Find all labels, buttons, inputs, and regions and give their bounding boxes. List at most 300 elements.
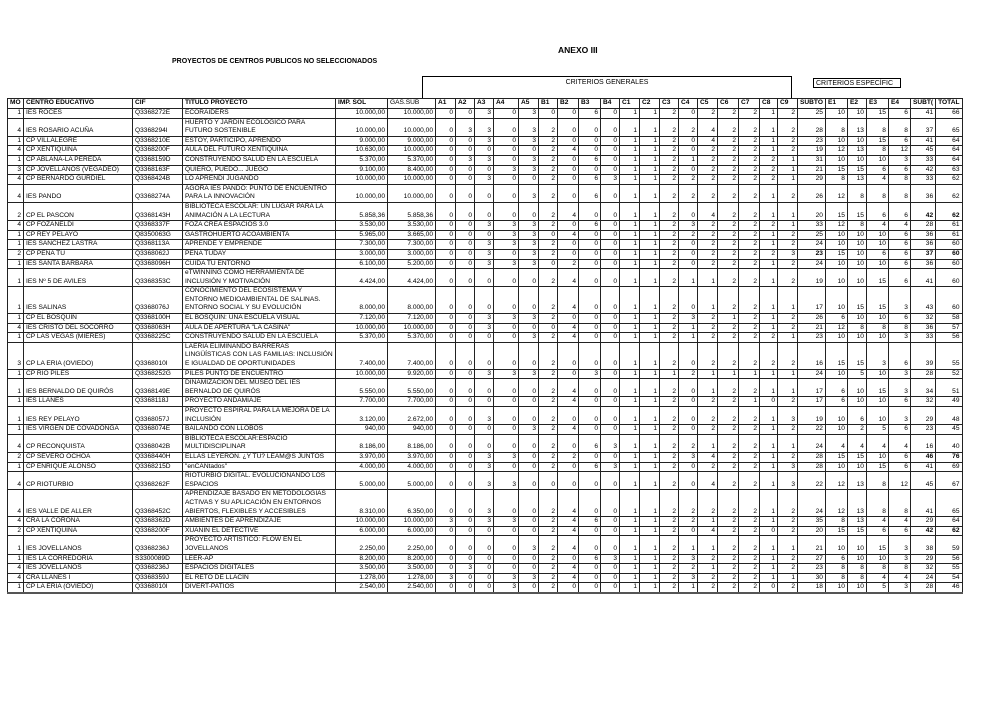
score-cell: 1: [640, 554, 660, 564]
score-cell: 0: [601, 314, 620, 324]
score-cell: 12: [825, 221, 847, 231]
score-cell: 2: [739, 287, 760, 314]
score-cell: 0: [436, 452, 456, 462]
importe-solicitado-cell: 4.424,00: [336, 269, 388, 287]
score-cell: 1: [620, 249, 640, 259]
score-cell: 4: [558, 269, 579, 287]
score-cell: 2: [718, 490, 739, 517]
score-cell: 0: [579, 333, 601, 343]
score-cell: 1: [640, 287, 660, 314]
score-cell: 1: [679, 323, 698, 333]
score-cell: 2: [539, 462, 558, 472]
gasto-subvencionable-cell: 5.000,00: [388, 472, 436, 490]
score-cell: 1: [620, 517, 640, 527]
score-cell: 0: [539, 472, 558, 490]
gasto-subvencionable-cell: 5.858,36: [388, 202, 436, 220]
score-cell: 4: [888, 517, 910, 527]
score-cell: 0: [475, 165, 494, 175]
score-cell: 2: [679, 369, 698, 379]
column-header: B3: [579, 99, 601, 109]
score-cell: 13: [847, 517, 866, 527]
score-cell: 1: [620, 240, 640, 250]
score-cell: 41: [910, 462, 935, 472]
score-cell: 2: [739, 184, 760, 202]
score-cell: 0: [679, 342, 698, 369]
score-cell: 0: [475, 269, 494, 287]
score-cell: 1: [778, 287, 798, 314]
score-cell: 3: [475, 472, 494, 490]
titulo-cell: APRENDE Y EMPRENDE: [183, 240, 336, 250]
score-cell: 3: [436, 573, 456, 583]
score-cell: 6: [888, 165, 910, 175]
score-cell: 1: [760, 314, 778, 324]
centro-cell: CP BERNARDO GURDIEL: [24, 175, 133, 185]
score-cell: 2: [698, 175, 718, 185]
score-cell: 4: [558, 517, 579, 527]
score-cell: 1: [640, 369, 660, 379]
score-cell: 0: [601, 118, 620, 136]
score-cell: 8: [847, 323, 866, 333]
modalidad-cell: 1: [8, 314, 24, 324]
score-cell: 1: [640, 202, 660, 220]
score-cell: 2: [739, 146, 760, 156]
score-cell: 0: [456, 230, 475, 240]
score-cell: 1: [640, 240, 660, 250]
modalidad-cell: 4: [8, 118, 24, 136]
score-cell: 2: [739, 490, 760, 517]
importe-solicitado-cell: 3.970,00: [336, 452, 388, 462]
score-cell: 2: [718, 249, 739, 259]
score-cell: 0: [679, 379, 698, 397]
score-cell: 39: [910, 342, 935, 369]
score-cell: 10: [847, 259, 866, 269]
score-cell: 2: [778, 526, 798, 536]
score-cell: 56: [936, 333, 962, 343]
score-cell: 0: [519, 472, 539, 490]
score-cell: 0: [475, 287, 494, 314]
score-cell: 0: [494, 323, 519, 333]
score-cell: 5: [866, 583, 888, 593]
score-cell: 65: [936, 490, 962, 517]
modalidad-cell: 4: [8, 323, 24, 333]
score-cell: 15: [825, 526, 847, 536]
score-cell: 4: [558, 146, 579, 156]
score-cell: 6: [825, 554, 847, 564]
score-cell: 4: [698, 202, 718, 220]
score-cell: 1: [760, 230, 778, 240]
score-cell: 2: [539, 287, 558, 314]
score-cell: 2: [660, 314, 679, 324]
modalidad-cell: 4: [8, 472, 24, 490]
score-cell: 0: [558, 109, 579, 119]
column-header: MO: [8, 99, 24, 109]
score-cell: 2: [718, 323, 739, 333]
score-cell: 2: [660, 379, 679, 397]
score-cell: 32: [910, 314, 935, 324]
column-header: A4: [494, 99, 519, 109]
score-cell: 2: [778, 425, 798, 435]
importe-solicitado-cell: 1.278,00: [336, 573, 388, 583]
score-cell: 26: [798, 184, 826, 202]
score-cell: 2: [539, 407, 558, 425]
score-cell: 0: [436, 155, 456, 165]
score-cell: 1: [698, 434, 718, 452]
cif-cell: Q3368042B: [133, 434, 183, 452]
importe-solicitado-cell: 6.000,00: [336, 526, 388, 536]
modalidad-cell: 1: [8, 287, 24, 314]
score-cell: 10: [825, 287, 847, 314]
cif-cell: Q3368359J: [133, 573, 183, 583]
score-cell: 57: [936, 323, 962, 333]
score-cell: 2: [539, 490, 558, 517]
score-cell: 1: [620, 165, 640, 175]
modalidad-cell: 4: [8, 490, 24, 517]
score-cell: 0: [519, 490, 539, 517]
modalidad-cell: 1: [8, 155, 24, 165]
score-cell: 19: [798, 407, 826, 425]
score-cell: 0: [456, 165, 475, 175]
score-cell: 5: [847, 369, 866, 379]
score-cell: 2: [760, 333, 778, 343]
score-cell: 15: [866, 136, 888, 146]
score-cell: 2: [760, 165, 778, 175]
gasto-subvencionable-cell: 10.000,00: [388, 118, 436, 136]
gasto-subvencionable-cell: 3.000,00: [388, 249, 436, 259]
score-cell: 6: [888, 136, 910, 146]
column-header: E2: [847, 99, 866, 109]
score-cell: 1: [760, 118, 778, 136]
score-cell: 3: [866, 342, 888, 369]
score-cell: 3: [475, 221, 494, 231]
score-cell: 0: [679, 425, 698, 435]
importe-solicitado-cell: 5.965,00: [336, 230, 388, 240]
score-cell: 1: [718, 369, 739, 379]
score-cell: 10: [847, 379, 866, 397]
score-cell: 28: [798, 462, 826, 472]
cif-cell: Q3368236J: [133, 536, 183, 554]
score-cell: 2: [718, 536, 739, 554]
score-cell: 0: [579, 583, 601, 593]
score-cell: 61: [936, 230, 962, 240]
score-cell: 31: [798, 155, 826, 165]
score-cell: 8: [866, 472, 888, 490]
column-header: E4: [888, 99, 910, 109]
importe-solicitado-cell: 8.200,00: [336, 554, 388, 564]
score-cell: 1: [640, 109, 660, 119]
score-cell: 0: [475, 434, 494, 452]
score-cell: 2: [660, 536, 679, 554]
score-cell: 2: [718, 165, 739, 175]
score-cell: 3: [679, 314, 698, 324]
score-cell: 0: [456, 184, 475, 202]
modalidad-cell: 1: [8, 583, 24, 593]
score-cell: 1: [620, 155, 640, 165]
column-header: C5: [698, 99, 718, 109]
column-header: SUBT(: [910, 99, 935, 109]
score-cell: 3: [679, 221, 698, 231]
table-row: [8, 109, 963, 119]
score-cell: 13: [847, 472, 866, 490]
score-cell: 4: [558, 230, 579, 240]
importe-solicitado-cell: 8.310,00: [336, 490, 388, 517]
score-cell: 41: [910, 109, 935, 119]
score-cell: 34: [910, 379, 935, 397]
titulo-cell: PILES PUNTO DE ENCUENTRO: [183, 369, 336, 379]
modalidad-cell: 1: [8, 379, 24, 397]
titulo-cell: APRENDIZAJE BASADO EN METODOLOGIAS ACTIVAS Y SU APLICACIÓN EN ENTORNOS ABIERTOS, FLEXIBLES Y ACCESIBLES: [183, 490, 336, 517]
table-row: [8, 452, 963, 462]
score-cell: 2: [539, 221, 558, 231]
score-cell: 2: [660, 425, 679, 435]
score-cell: 15: [825, 342, 847, 369]
score-cell: 6: [579, 517, 601, 527]
score-cell: 42: [910, 526, 935, 536]
score-cell: 2: [539, 165, 558, 175]
score-cell: 0: [601, 397, 620, 407]
score-cell: 66: [936, 109, 962, 119]
score-cell: 2: [698, 109, 718, 119]
score-cell: 0: [601, 202, 620, 220]
score-cell: 3: [475, 314, 494, 324]
score-cell: 1: [640, 490, 660, 517]
score-cell: 41: [910, 136, 935, 146]
score-cell: 0: [601, 369, 620, 379]
score-cell: 1: [640, 249, 660, 259]
score-cell: 1: [760, 434, 778, 452]
score-cell: 8: [847, 184, 866, 202]
score-cell: 0: [436, 323, 456, 333]
score-cell: 2: [660, 452, 679, 462]
score-cell: 2: [660, 434, 679, 452]
score-cell: 0: [475, 554, 494, 564]
score-cell: 0: [519, 146, 539, 156]
score-cell: 1: [620, 472, 640, 490]
score-cell: 0: [494, 287, 519, 314]
score-cell: 2: [718, 202, 739, 220]
score-cell: 6: [579, 554, 601, 564]
score-cell: 4: [558, 202, 579, 220]
score-cell: 2: [660, 202, 679, 220]
score-cell: 2: [539, 249, 558, 259]
score-cell: 0: [679, 462, 698, 472]
table-row: [8, 526, 963, 536]
score-cell: 0: [679, 240, 698, 250]
score-cell: 0: [456, 146, 475, 156]
score-cell: 1: [640, 342, 660, 369]
importe-solicitado-cell: 3.120,00: [336, 407, 388, 425]
score-cell: 3: [475, 323, 494, 333]
gasto-subvencionable-cell: 5.370,00: [388, 333, 436, 343]
modalidad-cell: 1: [8, 230, 24, 240]
score-cell: 0: [601, 230, 620, 240]
score-cell: 29: [910, 407, 935, 425]
modalidad-cell: 4: [8, 175, 24, 185]
titulo-cell: EL RETO DE LLACÍN: [183, 573, 336, 583]
score-cell: 33: [910, 175, 935, 185]
titulo-cell: ELLAS LEYERON. ¿Y TÚ? LEAM@S JUNTOS: [183, 452, 336, 462]
score-cell: 2: [718, 175, 739, 185]
score-cell: 0: [579, 472, 601, 490]
score-cell: 0: [519, 583, 539, 593]
score-cell: 2: [718, 554, 739, 564]
modalidad-cell: 2: [8, 249, 24, 259]
score-cell: 0: [579, 136, 601, 146]
score-cell: 0: [601, 526, 620, 536]
score-cell: 2: [718, 462, 739, 472]
table-row: [8, 118, 963, 136]
score-cell: 4: [888, 221, 910, 231]
score-cell: 3: [679, 573, 698, 583]
score-cell: 10: [825, 109, 847, 119]
score-cell: 13: [847, 175, 866, 185]
score-cell: 20: [798, 202, 826, 220]
score-cell: 36: [910, 184, 935, 202]
score-cell: 2: [718, 269, 739, 287]
score-cell: 1: [640, 452, 660, 462]
score-cell: 1: [620, 425, 640, 435]
score-cell: 3: [494, 240, 519, 250]
score-cell: 2: [698, 407, 718, 425]
score-cell: 23: [798, 249, 826, 259]
score-cell: 0: [519, 379, 539, 397]
score-cell: 2: [539, 526, 558, 536]
score-cell: 3: [519, 240, 539, 250]
gasto-subvencionable-cell: 5.550,00: [388, 379, 436, 397]
score-cell: 0: [679, 202, 698, 220]
titulo-cell: XUANIN EL DETECTIVE: [183, 526, 336, 536]
score-cell: 2: [660, 462, 679, 472]
score-cell: 2: [760, 249, 778, 259]
score-cell: 3: [494, 472, 519, 490]
table-row: [8, 554, 963, 564]
score-cell: 2: [698, 146, 718, 156]
score-cell: 0: [579, 249, 601, 259]
titulo-cell: BAILANDO CON LLOBOS: [183, 425, 336, 435]
score-cell: 1: [620, 118, 640, 136]
titulo-cell: DIVERT-PATIOS: [183, 583, 336, 593]
score-cell: 1: [679, 155, 698, 165]
titulo-cell: CONSTRUYENDO SALUD EN LA ESCUELA: [183, 333, 336, 343]
score-cell: 10: [866, 240, 888, 250]
score-cell: 1: [778, 221, 798, 231]
table-row: [8, 230, 963, 240]
score-cell: 60: [936, 287, 962, 314]
score-cell: 2: [739, 573, 760, 583]
gasto-subvencionable-cell: 2.540,00: [388, 583, 436, 593]
score-cell: 36: [910, 323, 935, 333]
table-row: [8, 573, 963, 583]
gasto-subvencionable-cell: 10.000,00: [388, 323, 436, 333]
score-cell: 0: [494, 118, 519, 136]
score-cell: 4: [888, 573, 910, 583]
score-cell: 0: [679, 109, 698, 119]
titulo-cell: ESTOY, PARTICIPO, APRENDO: [183, 136, 336, 146]
score-cell: 0: [494, 136, 519, 146]
score-cell: 1: [640, 155, 660, 165]
score-cell: 0: [601, 155, 620, 165]
gasto-subvencionable-cell: 2.250,00: [388, 536, 436, 554]
score-cell: 0: [679, 165, 698, 175]
score-cell: 2: [778, 136, 798, 146]
score-cell: 0: [601, 221, 620, 231]
importe-solicitado-cell: 10.000,00: [336, 369, 388, 379]
score-cell: 4: [825, 434, 847, 452]
score-cell: 2: [660, 407, 679, 425]
score-cell: 3: [475, 175, 494, 185]
score-cell: 28: [798, 452, 826, 462]
score-cell: 0: [558, 314, 579, 324]
score-cell: 26: [798, 314, 826, 324]
titulo-cell: PROYECTO ESPIRAL PARA LA MEJORA DE LA INCLUSIÓN: [183, 407, 336, 425]
score-cell: 10: [825, 369, 847, 379]
titulo-cell: ECORAIDERS: [183, 109, 336, 119]
score-cell: 2: [660, 136, 679, 146]
score-cell: 3: [888, 407, 910, 425]
titulo-cell: AULA DEL FUTURO XENTIQUINA: [183, 146, 336, 156]
score-cell: 45: [910, 472, 935, 490]
column-header: C8: [760, 99, 778, 109]
modalidad-cell: 1: [8, 407, 24, 425]
score-cell: 0: [475, 184, 494, 202]
score-cell: 0: [579, 425, 601, 435]
score-cell: 8: [825, 564, 847, 574]
score-cell: 0: [679, 526, 698, 536]
table-row: [8, 155, 963, 165]
score-cell: 15: [825, 202, 847, 220]
column-header: A2: [456, 99, 475, 109]
score-cell: 4: [558, 323, 579, 333]
column-header: A5: [519, 99, 539, 109]
titulo-cell: LAERIA ELIMINANDO BARRERAS LINGÜÍSTICAS CON LAS FAMILIAS: INCLUSIÓN E IGUALDAD DE OPORTUNIDADES: [183, 342, 336, 369]
centro-cell: CP ENRIQUE ALONSO: [24, 462, 133, 472]
score-cell: 0: [475, 342, 494, 369]
table-row: [8, 184, 963, 202]
score-cell: 0: [436, 221, 456, 231]
score-cell: 12: [825, 472, 847, 490]
score-cell: 3: [519, 425, 539, 435]
score-cell: 1: [640, 184, 660, 202]
score-cell: 2: [718, 240, 739, 250]
table-row: [8, 175, 963, 185]
score-cell: 2: [539, 136, 558, 146]
cif-cell: Q3368337F: [133, 221, 183, 231]
score-cell: 0: [679, 397, 698, 407]
score-cell: 76: [936, 452, 962, 462]
score-cell: 0: [539, 323, 558, 333]
score-cell: 2: [660, 472, 679, 490]
score-cell: 1: [640, 472, 660, 490]
score-cell: 0: [519, 452, 539, 462]
score-cell: 40: [936, 434, 962, 452]
column-header: B1: [539, 99, 558, 109]
centro-cell: IES Nº 5 DE AVILES: [24, 269, 133, 287]
score-cell: 2: [718, 564, 739, 574]
score-cell: 4: [866, 434, 888, 452]
score-cell: 3: [494, 221, 519, 231]
modalidad-cell: 1: [8, 240, 24, 250]
score-cell: 10: [866, 230, 888, 240]
score-cell: 2: [778, 583, 798, 593]
score-cell: 12: [825, 184, 847, 202]
score-cell: 0: [475, 536, 494, 554]
importe-solicitado-cell: 7.120,00: [336, 314, 388, 324]
gasto-subvencionable-cell: 3.500,00: [388, 564, 436, 574]
score-cell: 3: [475, 259, 494, 269]
gasto-subvencionable-cell: 10.000,00: [388, 175, 436, 185]
column-header: C1: [620, 99, 640, 109]
score-cell: 15: [866, 269, 888, 287]
score-cell: 10: [866, 554, 888, 564]
